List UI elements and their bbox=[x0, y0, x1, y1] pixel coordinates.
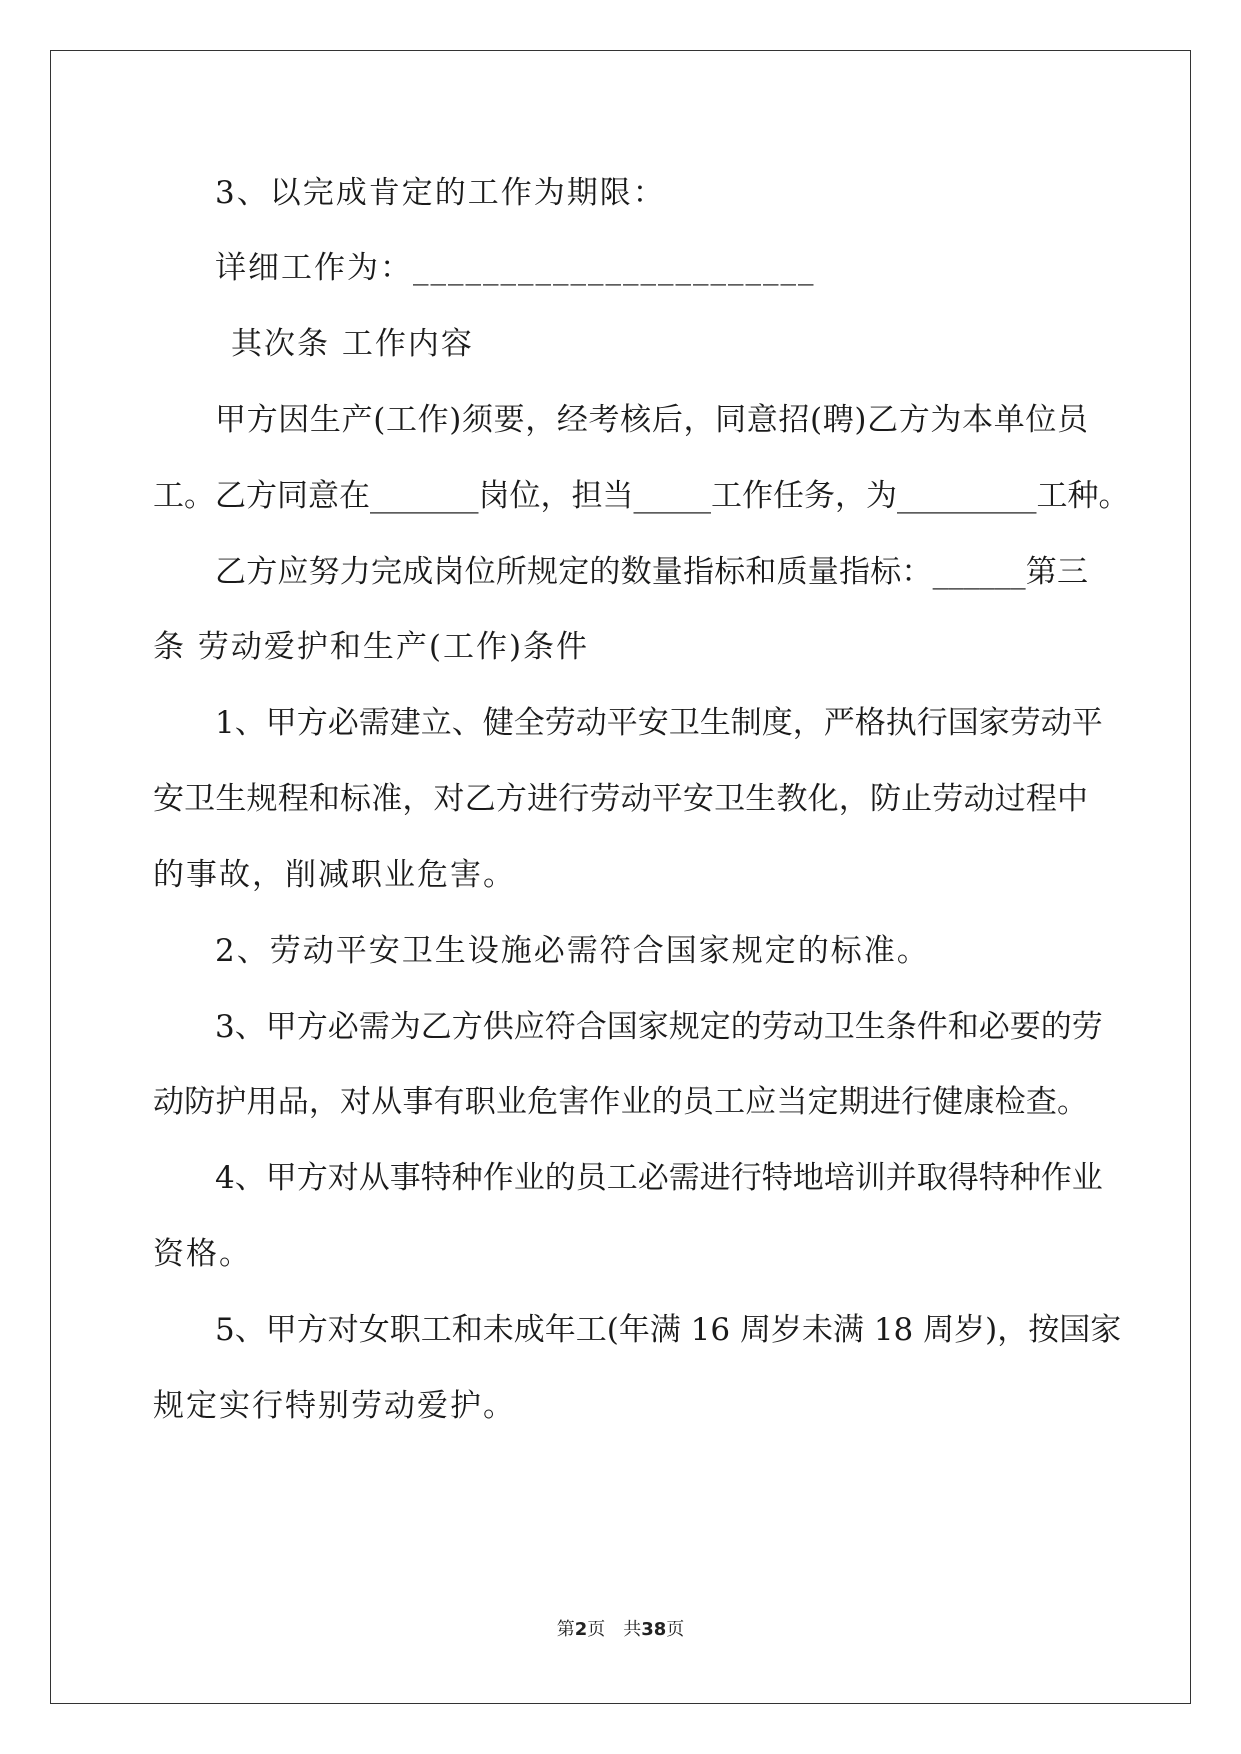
paragraph-line: 安卫生规程和标准，对乙方进行劳动平安卫生教化，防止劳动过程中 bbox=[153, 781, 1088, 817]
paragraph-line: 3、甲方必需为乙方供应符合国家规定的劳动卫生条件和必要的劳 bbox=[215, 1009, 1103, 1045]
paragraph-line: 工。乙方同意在_______岗位，担当_____工作任务，为_________工种。 bbox=[153, 478, 1130, 514]
paragraph-line: 规定实行特别劳动爱护。 bbox=[153, 1388, 516, 1424]
page-suffix: 页 bbox=[666, 1619, 685, 1640]
paragraph-line: 资格。 bbox=[153, 1236, 252, 1272]
paragraph-line: 2、劳动平安卫生设施必需符合国家规定的标准。 bbox=[215, 933, 930, 969]
page-mid: 页 共 bbox=[587, 1619, 642, 1640]
paragraph-line: 4、甲方对从事特种作业的员工必需进行特地培训并取得特种作业 bbox=[215, 1160, 1103, 1196]
paragraph-line: 详细工作为：_______________________ bbox=[215, 250, 816, 286]
page-footer bbox=[0, 1618, 1241, 1642]
paragraph-line: 甲方因生产(工作)须要，经考核后，同意招(聘)乙方为本单位员 bbox=[215, 402, 1088, 438]
page-total: 38 bbox=[641, 1619, 667, 1640]
section-heading: 条 劳动爱护和生产(工作)条件 bbox=[153, 629, 590, 665]
page-prefix: 第 bbox=[556, 1619, 575, 1640]
paragraph-line: 5、甲方对女职工和未成年工(年满 16 周岁未满 18 周岁)，按国家 bbox=[215, 1312, 1122, 1348]
paragraph-line: 动防护用品，对从事有职业危害作业的员工应当定期进行健康检查。 bbox=[153, 1084, 1088, 1120]
section-heading: 其次条 工作内容 bbox=[231, 326, 474, 362]
paragraph-line: 乙方应努力完成岗位所规定的数量指标和质量指标：______第三 bbox=[215, 554, 1088, 590]
page-current: 2 bbox=[574, 1619, 588, 1640]
paragraph-line: 1、甲方必需建立、健全劳动平安卫生制度，严格执行国家劳动平 bbox=[215, 705, 1103, 741]
paragraph-line: 3、以完成肯定的工作为期限： bbox=[215, 175, 666, 211]
paragraph-line: 的事故，削减职业危害。 bbox=[153, 857, 516, 893]
